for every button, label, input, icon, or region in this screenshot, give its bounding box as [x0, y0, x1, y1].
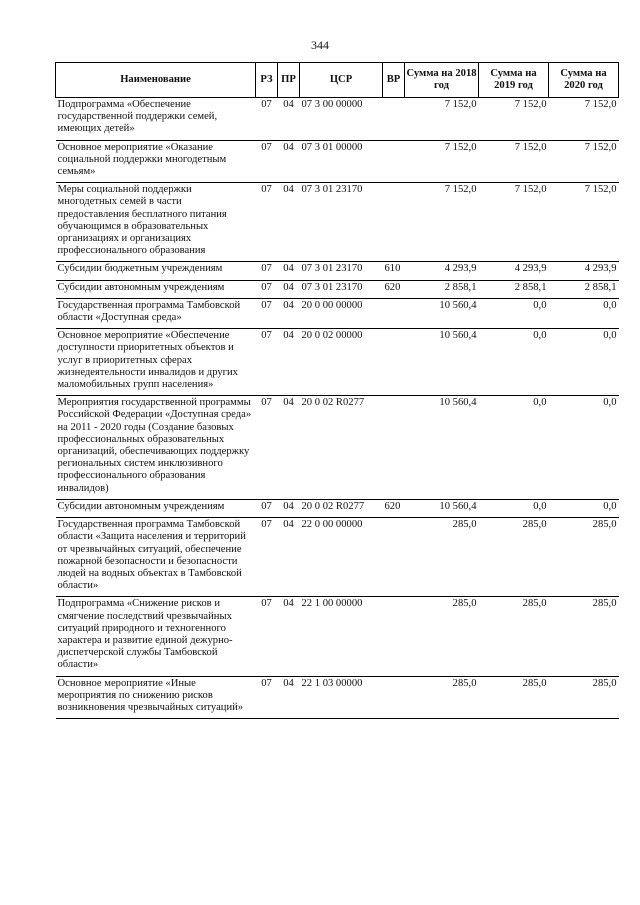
row-rz: 07	[256, 597, 278, 676]
row-sum-2018: 7 152,0	[405, 183, 479, 262]
row-csr: 20 0 02 R0277	[300, 499, 383, 517]
row-sum-2020: 285,0	[549, 676, 619, 719]
row-sum-2019: 0,0	[479, 298, 549, 328]
row-pr: 04	[278, 518, 300, 597]
table-row	[56, 98, 619, 141]
row-csr: 20 0 02 00000	[300, 329, 383, 396]
row-rz: 07	[256, 262, 278, 280]
row-pr: 04	[278, 98, 300, 141]
row-sum-2019: 7 152,0	[479, 183, 549, 262]
row-rz: 07	[256, 499, 278, 517]
row-csr: 07 3 01 23170	[300, 280, 383, 298]
table-row	[56, 676, 619, 719]
row-csr: 07 3 01 00000	[300, 140, 383, 183]
row-pr: 04	[278, 262, 300, 280]
header-rz: РЗ	[256, 63, 278, 98]
row-sum-2018: 7 152,0	[405, 140, 479, 183]
row-sum-2019: 0,0	[479, 329, 549, 396]
row-csr: 07 3 01 23170	[300, 183, 383, 262]
row-name: Подпрограмма «Снижение рисков и смягчение последствий чрезвычайных ситуаций природного и техногенного характера и развитие единой дежурно-диспетчерской службы Тамбовской области»	[56, 597, 256, 676]
row-rz: 07	[256, 140, 278, 183]
row-pr: 04	[278, 183, 300, 262]
row-rz: 07	[256, 676, 278, 719]
row-csr: 22 1 00 00000	[300, 597, 383, 676]
page-number: 344	[311, 38, 329, 52]
row-sum-2018: 285,0	[405, 676, 479, 719]
header-vr: ВР	[383, 63, 405, 98]
row-csr: 22 1 03 00000	[300, 676, 383, 719]
row-vr	[383, 396, 405, 500]
row-pr: 04	[278, 676, 300, 719]
row-sum-2018: 2 858,1	[405, 280, 479, 298]
row-sum-2018: 10 560,4	[405, 396, 479, 500]
row-csr: 20 0 02 R0277	[300, 396, 383, 500]
row-sum-2020: 7 152,0	[549, 140, 619, 183]
row-csr: 07 3 01 23170	[300, 262, 383, 280]
table-row	[56, 329, 619, 396]
row-sum-2019: 7 152,0	[479, 140, 549, 183]
row-name: Государственная программа Тамбовской области «Защита населения и территорий от чрезвычайных ситуаций, обеспечение пожарной безопасности и безопасности людей на водных объектах в Тамбовской области»	[56, 518, 256, 597]
row-sum-2020: 0,0	[549, 329, 619, 396]
row-rz: 07	[256, 396, 278, 500]
row-vr	[383, 676, 405, 719]
row-sum-2019: 285,0	[479, 518, 549, 597]
row-sum-2018: 7 152,0	[405, 98, 479, 141]
row-rz: 07	[256, 98, 278, 141]
row-sum-2019: 4 293,9	[479, 262, 549, 280]
row-rz: 07	[256, 280, 278, 298]
row-vr	[383, 298, 405, 328]
row-name: Субсидии автономным учреждениям	[56, 280, 256, 298]
table-row	[56, 298, 619, 328]
header-sum-2020: Сумма на 2020 год	[549, 63, 619, 98]
table-row	[56, 262, 619, 280]
table-row	[56, 280, 619, 298]
row-name: Основное мероприятие «Обеспечение доступности приоритетных объектов и услуг в приоритетных сферах жизнедеятельности инвалидов и других маломобильных групп населения»	[56, 329, 256, 396]
row-sum-2020: 7 152,0	[549, 183, 619, 262]
header-row	[56, 63, 619, 98]
row-vr	[383, 597, 405, 676]
row-vr	[383, 183, 405, 262]
header-sum-2018: Сумма на 2018 год	[405, 63, 479, 98]
row-vr	[383, 98, 405, 141]
row-csr: 20 0 00 00000	[300, 298, 383, 328]
row-sum-2019: 7 152,0	[479, 98, 549, 141]
row-pr: 04	[278, 280, 300, 298]
table-body	[56, 98, 619, 719]
table-row	[56, 183, 619, 262]
row-sum-2020: 2 858,1	[549, 280, 619, 298]
row-pr: 04	[278, 298, 300, 328]
header-csr: ЦСР	[300, 63, 383, 98]
row-sum-2020: 4 293,9	[549, 262, 619, 280]
row-name: Субсидии бюджетным учреждениям	[56, 262, 256, 280]
table-row	[56, 597, 619, 676]
row-sum-2018: 10 560,4	[405, 298, 479, 328]
row-sum-2019: 285,0	[479, 597, 549, 676]
table-row	[56, 396, 619, 500]
row-rz: 07	[256, 183, 278, 262]
table-header	[56, 63, 619, 98]
row-sum-2019: 0,0	[479, 499, 549, 517]
row-name: Меры социальной поддержки многодетных семей в части предоставления бесплатного питания обучающимся в образовательных организациях и организациях профессионального образования	[56, 183, 256, 262]
row-name: Основное мероприятие «Оказание социальной поддержки многодетным семьям»	[56, 140, 256, 183]
row-pr: 04	[278, 140, 300, 183]
row-sum-2020: 0,0	[549, 396, 619, 500]
row-pr: 04	[278, 329, 300, 396]
header-pr: ПР	[278, 63, 300, 98]
row-pr: 04	[278, 597, 300, 676]
row-vr: 620	[383, 280, 405, 298]
table-row	[56, 140, 619, 183]
row-name: Основное мероприятие «Иные мероприятия по снижению рисков возникновения чрезвычайных ситуаций»	[56, 676, 256, 719]
row-vr	[383, 518, 405, 597]
row-csr: 07 3 00 00000	[300, 98, 383, 141]
row-sum-2020: 285,0	[549, 518, 619, 597]
row-name: Субсидии автономным учреждениям	[56, 499, 256, 517]
row-rz: 07	[256, 298, 278, 328]
row-sum-2019: 285,0	[479, 676, 549, 719]
row-name: Подпрограмма «Обеспечение государственной поддержки семей, имеющих детей»	[56, 98, 256, 141]
header-name: Наименование	[56, 63, 256, 98]
row-sum-2018: 4 293,9	[405, 262, 479, 280]
row-sum-2020: 285,0	[549, 597, 619, 676]
table-row	[56, 499, 619, 517]
row-vr: 620	[383, 499, 405, 517]
row-sum-2019: 0,0	[479, 396, 549, 500]
table-row	[56, 518, 619, 597]
row-sum-2020: 7 152,0	[549, 98, 619, 141]
row-rz: 07	[256, 329, 278, 396]
row-sum-2019: 2 858,1	[479, 280, 549, 298]
row-rz: 07	[256, 518, 278, 597]
row-sum-2018: 285,0	[405, 597, 479, 676]
row-sum-2018: 285,0	[405, 518, 479, 597]
budget-table	[55, 62, 619, 719]
row-sum-2020: 0,0	[549, 499, 619, 517]
row-pr: 04	[278, 396, 300, 500]
row-vr: 610	[383, 262, 405, 280]
row-sum-2018: 10 560,4	[405, 329, 479, 396]
row-pr: 04	[278, 499, 300, 517]
row-csr: 22 0 00 00000	[300, 518, 383, 597]
row-name: Государственная программа Тамбовской области «Доступная среда»	[56, 298, 256, 328]
row-vr	[383, 329, 405, 396]
header-sum-2019: Сумма на 2019 год	[479, 63, 549, 98]
row-sum-2020: 0,0	[549, 298, 619, 328]
row-sum-2018: 10 560,4	[405, 499, 479, 517]
row-name: Мероприятия государственной программы Российской Федерации «Доступная среда» на 2011 - 2020 годы (Создание базовых профессиональных образовательных организаций, обеспечивающих поддержку региональных систем инклюзивного профессионального образования инвалидов)	[56, 396, 256, 500]
row-vr	[383, 140, 405, 183]
